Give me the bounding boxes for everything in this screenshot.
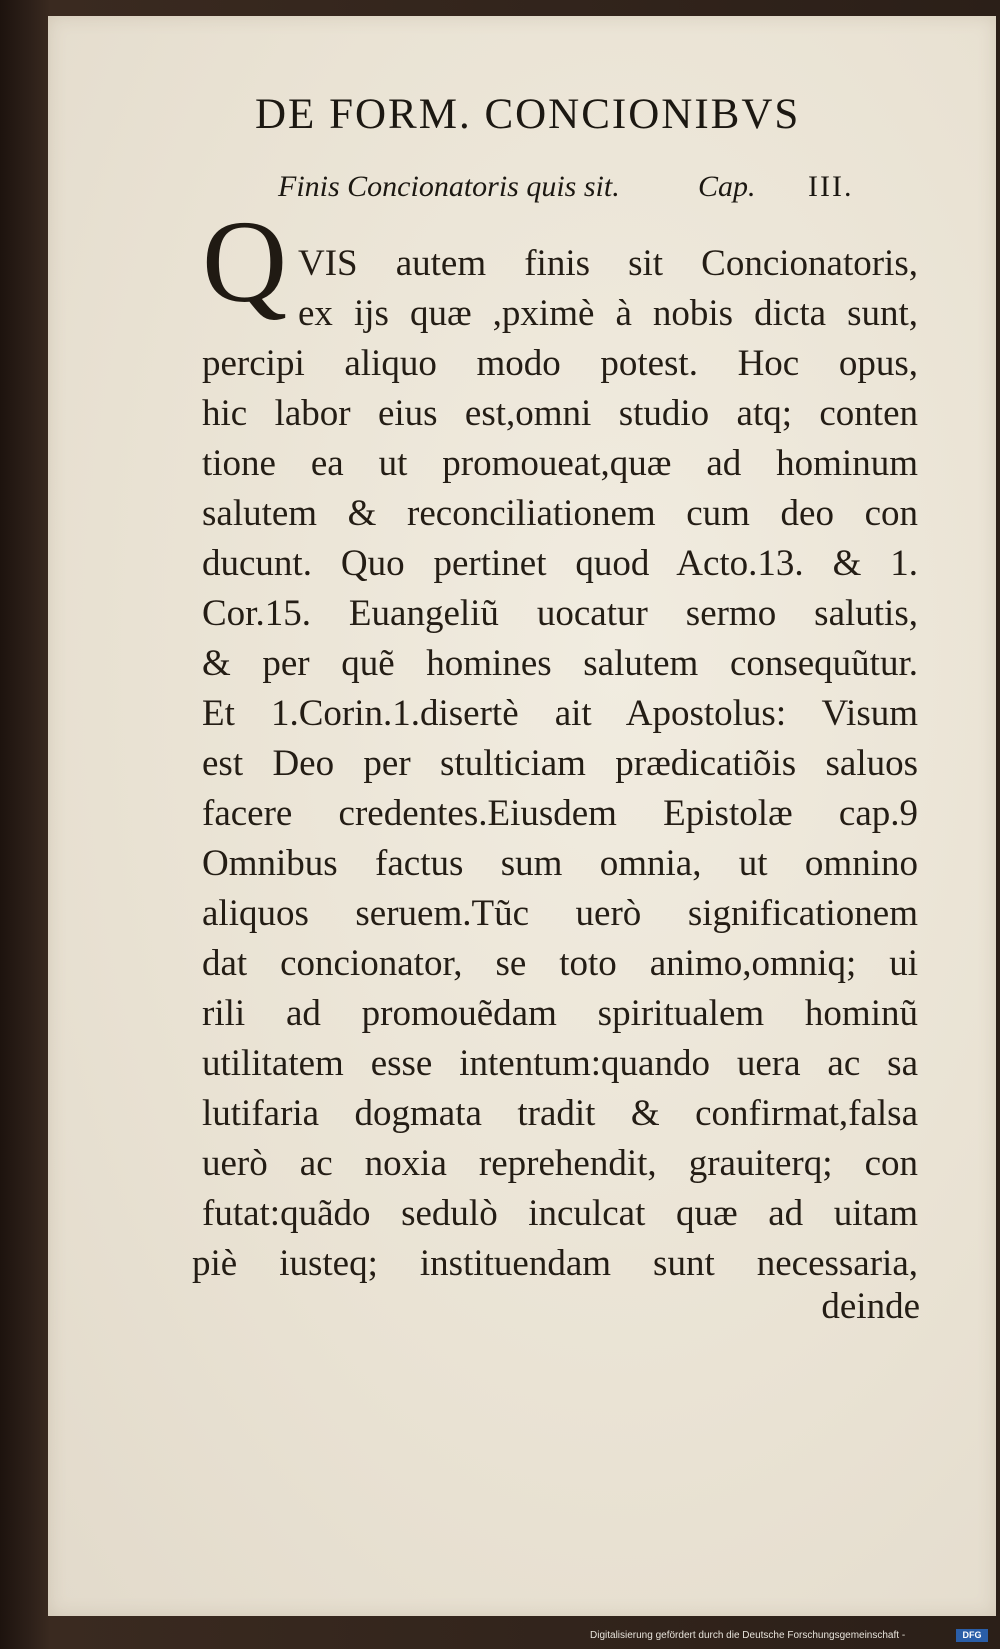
digitization-credit: Digitalisierung gefördert durch die Deutsche Forschungsgemeinschaft -	[590, 1630, 906, 1641]
text-line: futat:quãdo sedulò inculcat quæ ad uitam	[202, 1193, 918, 1234]
text-line: hic labor eius est,omni studio atq; conten	[202, 393, 918, 434]
drop-cap-initial: Q	[202, 196, 288, 327]
chapter-cap-label: Cap.	[698, 170, 756, 203]
text-line: Omnibus factus sum omnia, ut omnino	[202, 843, 918, 884]
text-line: & per quẽ homines salutem consequũtur.	[202, 643, 918, 684]
text-line: salutem & reconciliationem cum deo con	[202, 493, 918, 534]
text-line: Cor.15. Euangeliũ uocatur sermo salutis,	[202, 593, 918, 634]
text-line: percipi aliquo modo potest. Hoc opus,	[202, 343, 918, 384]
chapter-heading	[278, 170, 918, 204]
running-head: DE FORM. CONCIONIBVS	[255, 91, 801, 138]
text-line: est Deo per stulticiam prædicatiõis saluos	[202, 743, 918, 784]
text-line: aliquos seruem.Tũc uerò significationem	[202, 893, 918, 934]
text-line: ducunt. Quo pertinet quod Acto.13. & 1.	[202, 543, 918, 584]
text-line: uerò ac noxia reprehendit, grauiterq; con	[202, 1143, 918, 1184]
dfg-logo: DFG	[956, 1629, 988, 1642]
text-line: VIS autem finis sit Concionatoris,	[298, 243, 918, 284]
text-line: ex ijs quæ ,pximè à nobis dicta sunt,	[298, 293, 918, 334]
catchword: deinde	[821, 1286, 920, 1327]
text-line: tione ea ut promoueat,quæ ad hominum	[202, 443, 918, 484]
text-line: lutifaria dogmata tradit & confirmat,falsa	[202, 1093, 918, 1134]
text-line: Et 1.Corin.1.disertè ait Apostolus: Visum	[202, 693, 918, 734]
text-line: dat concionator, se toto animo,omniq; ui	[202, 943, 918, 984]
text-line: rili ad promouẽdam spiritualem hominũ	[202, 993, 918, 1034]
chapter-title: Finis Concionatoris quis sit.	[278, 170, 620, 203]
chapter-number: III.	[808, 170, 854, 203]
text-line: utilitatem esse intentum:quando uera ac sa	[202, 1043, 918, 1084]
text-line: facere credentes.Eiusdem Epistolæ cap.9	[202, 793, 918, 834]
text-line: piè iusteq; instituendam sunt necessaria,	[192, 1243, 918, 1284]
